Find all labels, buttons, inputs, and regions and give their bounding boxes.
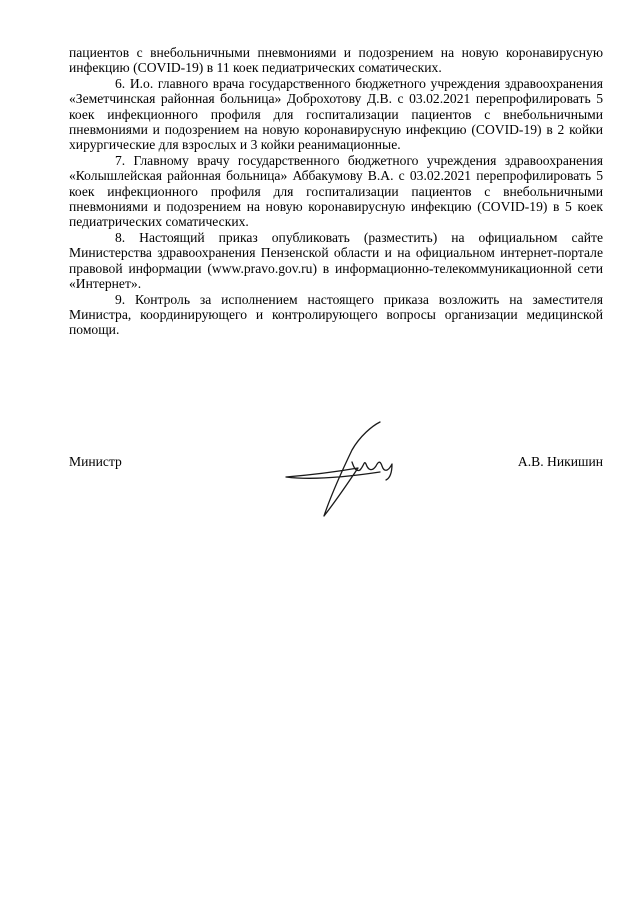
paragraph-item-8: 8. Настоящий приказ опубликовать (разместить) на официальном сайте Министерства здравоохранения Пензенской области и на официальном интернет-портале правовой информации (www.pravo.gov.ru) в информационно-телекоммуникационной сети «Интернет».	[69, 229, 603, 292]
handwritten-signature	[280, 420, 420, 520]
paragraph-item-7: 7. Главному врачу государственного бюджетного учреждения здравоохранения «Колышлейская районная больница» Аббакумову В.А. с 03.02.2021 перепрофилировать 5 коек инфекционного профиля для госпитализации пациентов с внебольничными пневмониями и подозрением на новую коронавирусную инфекцию (COVID-19) в 5 коек педиатрических соматических.	[69, 152, 603, 230]
paragraph-item-6: 6. И.о. главного врача государственного бюджетного учреждения здравоохранения «Земетчинская районная больница» Доброхотову Д.В. с 03.02.2021 перепрофилировать 5 коек инфекционного профиля для госпитализации пациентов с внебольничными пневмониями и подозрением на новую коронавирусную инфекцию (COVID-19) в 2 койки хирургические для взрослых и 3 койки реанимационные.	[69, 75, 603, 153]
signatory-position: Министр	[69, 454, 122, 469]
signatory-name: А.В. Никишин	[517, 454, 603, 469]
document-body	[69, 45, 603, 338]
paragraph-item-9: 9. Контроль за исполнением настоящего приказа возложить на заместителя Министра, координирующего и контролирующего вопросы организации медицинской помощи.	[69, 291, 603, 338]
paragraph-continuation: пациентов с внебольничными пневмониями и подозрением на новую коронавирусную инфекцию (COVID-19) в 11 коек педиатрических соматических.	[69, 45, 603, 76]
